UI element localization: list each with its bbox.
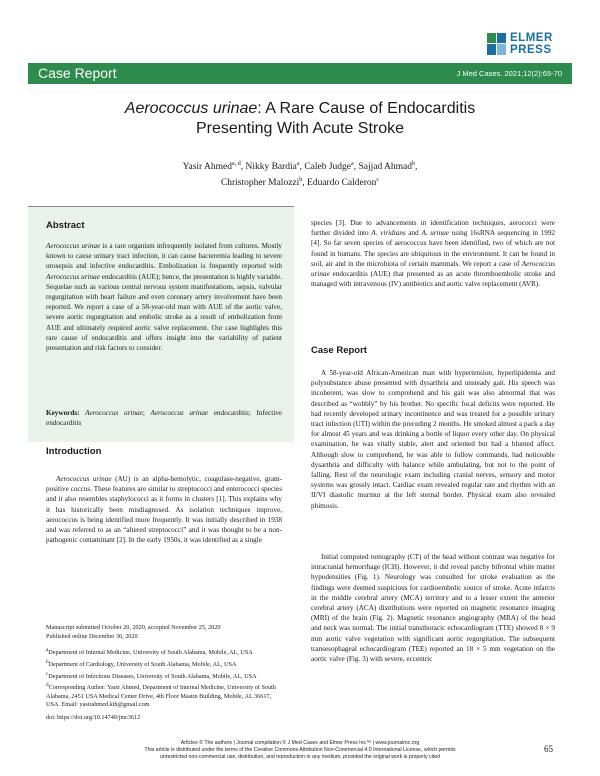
publisher-logo-text: ELMER PRESS — [510, 32, 553, 56]
author: Caleb Judge — [304, 162, 352, 173]
journal-citation: J Med Cases. 2021;12(2):65-70 — [456, 69, 562, 78]
author: Sajjad Ahmad — [358, 162, 413, 173]
footer-license: Articles © The authors | Journal compilation © J Med Cases and Elmer Press Inc™ | www.journalmc.org This article is distributed under the terms of the Creative Commons Attribution Non-Commercial 4.0 International License, which permits unrestricted non-commercial use, distribution, and reproduction in any medium, provided the original work is properly cited — [144, 740, 456, 760]
case-report-paragraph-2: Initial computed tomography (CT) of the head without contrast was negative for intracranial hemorrhage (ICH). However, it did reveal patchy bifrontal white matter hypodensities (Fig. 1). Neurology was consulted for stroke evaluation as the findings were deemed suspicious for cardioembolic source of stroke. Acute infarcts in the middle cerebral artery (MCA) territory and to a lesser extent the anterior cerebral artery (ACA) distributions were reported on magnetic resonance imaging (MRI) of the brain (Fig. 2). Magnetic resonance angiography (MRA) of the head and neck was normal. The initial transthoracic echocardiogram (TTE) showed 8 × 9 mm aortic valve vegetation with significant aortic regurgitation. The subsequent transesophageal echocardiogram (TEE) reported an 18 × 5 mm vegetation on the aortic valve (Fig. 3) with severe, eccentric — [311, 553, 555, 664]
page-number: 65 — [544, 744, 553, 754]
abstract-keywords: Keywords: Aerococcus urinae; Aerococcus urinae endocarditis; Infective endocarditis — [46, 409, 283, 428]
case-report-paragraph-1: A 58-year-old African-American man with hypertension, hyperlipidemia and polysubstance abuse presented with dysarthria and unsteady gait. His speech was incoherent, was slow to comprehend and his gait was also abnormal that was described as “wobbly” by his brother. No specific focal deficits were reported. He had recently developed urinary incontinence and was treated for a possible urinary tract infection (UTI) within the preceding 2 months. He smoked almost a pack a day for almost 45 years and was drinking a bottle of liquor every other day. On physical examination, he was vitally stable, alert and oriented but had a blunted affect. Although slow to comprehend, he was able to follow commands, had noticeable dysarthria and difficulty with balance while ambulating, but not to the point of falling. Rest of the neurologic exam including cranial nerves, sensory and motor systems was grossly intact. Cardiac exam revealed regular rate and rhythm with an II/VI diastolic murmur at the left sternal border. Physical exam also revealed phimosis. — [311, 369, 555, 510]
author: Christopher Malozzi — [220, 178, 300, 189]
author: Nikky Bardia — [245, 162, 297, 173]
affiliation-b: $^b$Department of Cardiology, University of South Alabama, Mobile, AL, USA — [46, 658, 237, 668]
article-metadata — [46, 624, 282, 723]
abstract-top-rule — [28, 206, 294, 207]
submission-dates: Manuscript submitted October 20, 2020, accepted November 25, 2020 — [46, 624, 221, 631]
doi: doi: https://doi.org/10.14740/jmc3612 — [46, 714, 141, 721]
published-date: Published online December 30, 2020 — [46, 632, 138, 640]
abstract-text: Aerococcus urinae is a rare organism infrequently isolated from cultures. Mostly known to cause urinary tract infection, it can cause bacteremia leading to severe urosepsis and infective endocarditis. Embolization is frequently reported with Aerococcus urinae endocarditis (AUE); hence, the presentation is highly variable. Sequelae such as various central nervous system manifestations, sepsis, valvular regurgitation with heart failure and even coronary artery involvement have been reported. We report a case of a 58-year-old man with AUE of the aortic valve, severe aortic regurgitation and embolic stroke as a result of embolization from AUE and ultimately required aortic valve replacement. Our case highlights this rare cause of endocarditis and offers insight into the variability of patient presentation and risk factors to consider. — [46, 242, 283, 353]
affiliation-c: $^c$Department of Infectious Diseases, University of South Alabama, Mobile, AL, USA — [46, 670, 257, 680]
case-report-heading: Case Report — [311, 345, 367, 356]
introduction-text: Aerococcus urinae (AU) is an alpha-hemolytic, coagulase-negative, gram-positive coccus. These features are similar to streptococci and enterococci species and it also resembles staphylococci as it forms in clusters [1]. This explains why it has historically been misdiagnosed. As isolation techniques improve, aerococcus is being identified more frequently. It was initially described in 1938 and was referred to as an “altered streptococci” and it was thought to be a non-pathogenic contaminant [2]. In the early 1950s, it was identified as a single — [46, 475, 283, 545]
affiliation-a: $^a$Department of Internal Medicine, University of South Alabama, Mobile, AL, USA — [46, 647, 253, 657]
corresponding-author: $^d$Corresponding Author: Yasir Ahmed, Department of Internal Medicine, University of South Alabama, 2451 USA Medical Center Drive, 4th Floor Mastin Building, Mobile, AL 36617, USA. Email: yasirahmed.kth@gmail.com — [46, 682, 276, 709]
article-type: Case Report — [38, 65, 117, 81]
author: Eduardo Calderon — [307, 178, 377, 189]
author: Yasir Ahmed — [182, 162, 233, 173]
article-title: Aerococcus urinae: A Rare Cause of Endocarditis Presenting With Acute Stroke — [124, 100, 476, 137]
introduction-heading: Introduction — [46, 446, 102, 457]
author-list: Yasir Ahmed$^{a, d}$, Nikky Bardia$^a$, Caleb Judge$^a$, Sajjad Ahmad$^b$, Christopher Malozzi$^b$, Eduardo Calderon$^c$ — [182, 161, 418, 189]
abstract-heading: Abstract — [46, 220, 85, 231]
introduction-continued-text: species [3]. Due to advancements in identification techniques, aerococci were further divided into A. viridians and A. urinae using 16sRNA sequencing in 1992 [4]. So far seven species of aerococcus have been identified, two of which are not found in humans. The species are ubiquitous in the environment. It can be found in soil, air and in the microbiota of certain mammals. We report a case of Aerococcus urinae endocarditis (AUE) that presented as an acute thromboembolic stroke and managed with intravenous (IV) antibiotics and aortic valve replacement (AVR). — [311, 219, 556, 289]
elmer-press-logo-icon — [487, 33, 506, 55]
